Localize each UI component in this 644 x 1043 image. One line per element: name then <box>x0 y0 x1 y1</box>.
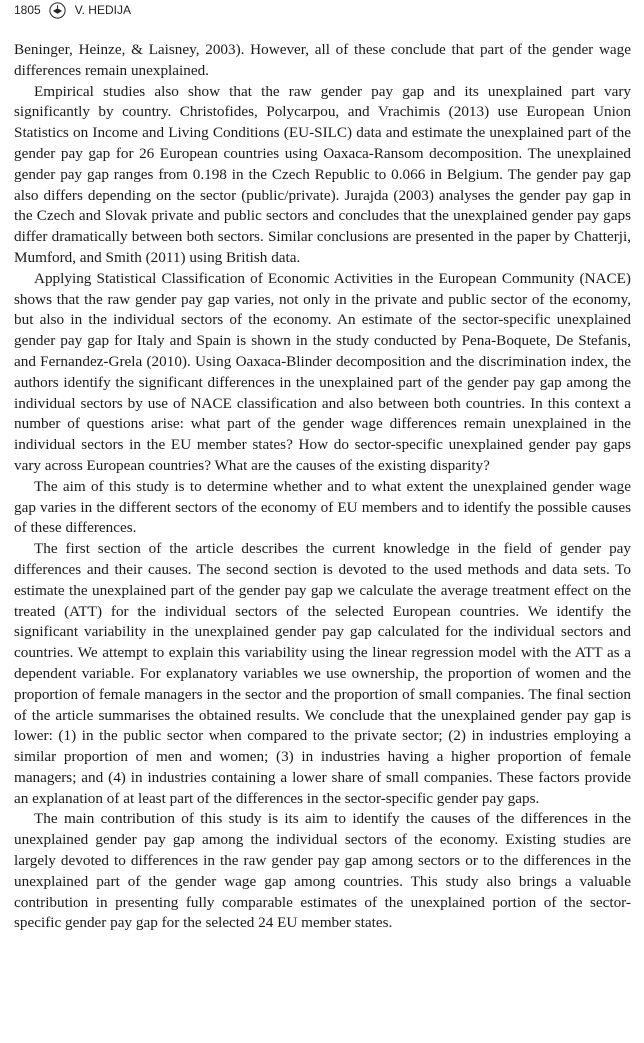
running-head-author: V. HEDIJA <box>74 3 131 17</box>
journal-logo-icon <box>49 2 66 19</box>
running-header <box>14 0 131 20</box>
page-number: 1805 <box>14 3 41 17</box>
article-body <box>14 40 631 934</box>
paragraph: Beninger, Heinze, & Laisney, 2003). However, all of these conclude that part of the gender wage differences remain unexplained. <box>14 41 631 79</box>
paragraph: Applying Statistical Classification of Economic Activities in the European Community (NACE) shows that the raw gender pay gap varies, not only in the private and public sector of the economy, but also in the individual sectors of the economy. An estimate of the sector-specific unexplained gender pay gap for Italy and Spain is shown in the study conducted by Pena-Boquete, De Stefanis, and Fernandez-Grela (2010). Using Oaxaca-Blinder decomposition and the discrimination index, the authors identify the significant differences in the unexplained part of the gender pay gap among the individual sectors by use of NACE classification and also between both countries. In this context a number of questions arise: what part of the gender wage differences remain unexplained in the individual sectors in the EU member states? How do sector-specific unexplained gender pay gaps vary across European countries? What are the causes of the existing disparity? <box>14 269 631 474</box>
paragraph: The main contribution of this study is its aim to identify the causes of the differences in the unexplained gender pay gap among the individual sectors of the economy. Existing studies are largely devoted to differences in the raw gender pay gap among sectors or to the differences in the unexplained part of the gender wage gap among countries. This study also brings a valuable contribution in presenting fully comparable estimates of the unexplained portion of the sector-specific gender pay gap for the selected 24 EU member states. <box>14 810 631 932</box>
paragraph: Empirical studies also show that the raw gender pay gap and its unexplained part vary significantly by country. Christofides, Polycarpou, and Vrachimis (2013) use European Union Statistics on Income and Living Conditions (EU-SILC) data and estimate the unexplained part of the gender pay gap for 26 European countries using Oaxaca-Ransom decomposition. The unexplained gender pay gap ranges from 0.198 in the Czech Republic to 0.066 in Belgium. The gender pay gap also differs depending on the sector (public/private). Jurajda (2003) analyses the gender pay gap in the Czech and Slovak private and public sectors and concludes that the unexplained gender pay gaps differ dramatically between both sectors. Similar conclusions are presented in the paper by Chatterji, Mumford, and Smith (2011) using British data. <box>14 82 631 266</box>
paragraph: The first section of the article describes the current knowledge in the field of gender pay differences and their causes. The second section is devoted to the used methods and data sets. To estimate the unexplained part of the gender pay gap we calculate the average treatment effect on the treated (ATT) for the individual sectors of the selected European countries. We identify the significant variability in the unexplained gender pay gap calculated for the individual sectors and countries. We attempt to explain this variability using the linear regression model with the ATT as a dependent variable. For explanatory variables we use ownership, the proportion of women and the proportion of female managers in the sector and the proportion of small companies. The final section of the article summarises the obtained results. We conclude that the unexplained gender pay gap is lower: (1) in the public sector when compared to the private sector; (2) in industries employing a similar proportion of men and women; (3) in industries having a higher proportion of female managers; and (4) in industries containing a lower share of small companies. These factors provide an explanation of at least part of the differences in the sector-specific gender pay gaps. <box>14 540 631 807</box>
paragraph: The aim of this study is to determine whether and to what extent the unexplained gender wage gap varies in the different sectors of the economy of EU members and to identify the possible causes of these differences. <box>14 477 631 537</box>
